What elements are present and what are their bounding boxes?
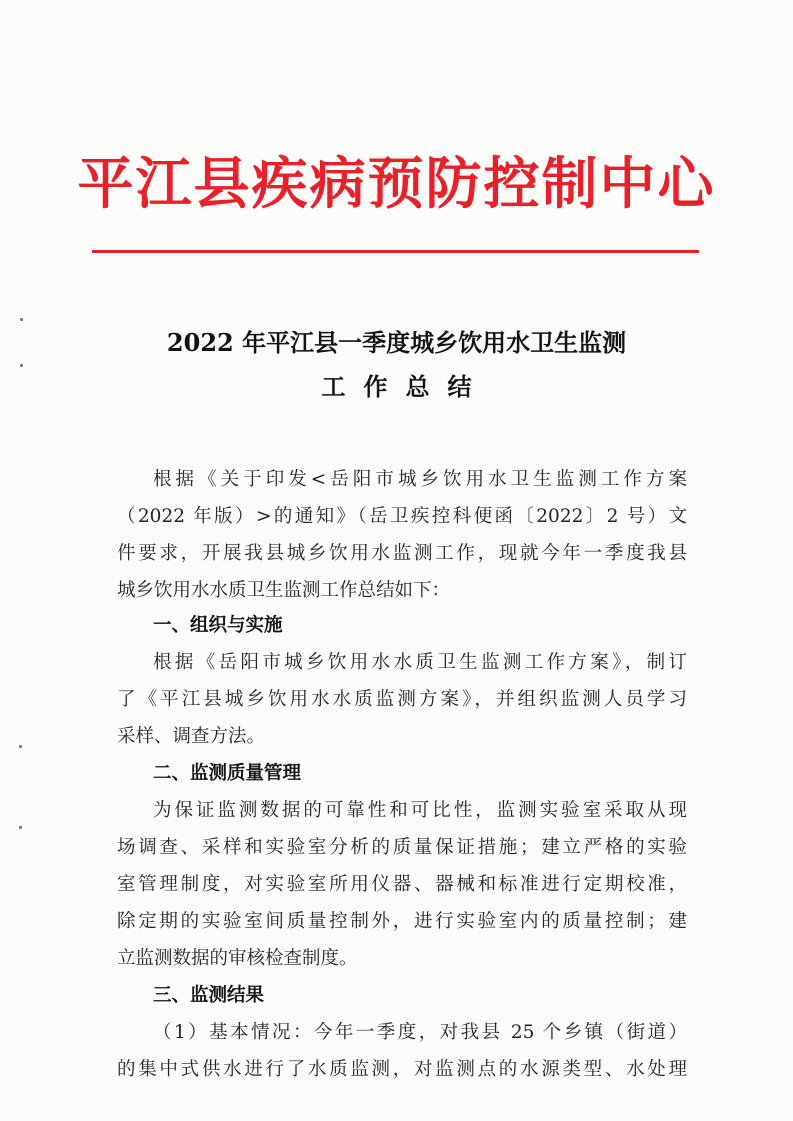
- scan-speck: [19, 745, 22, 748]
- scan-speck: [20, 318, 23, 321]
- paragraph-line: （2022 年版）>的通知》（岳卫疾控科便函〔2022〕2 号）文: [117, 506, 687, 527]
- letterhead-red-rule: [92, 250, 699, 253]
- section-heading: 一、组织与实施: [153, 615, 283, 636]
- paragraph-line: 根据《关于印发<岳阳市城乡饮用水卫生监测工作方案: [153, 469, 687, 490]
- section-heading: 三、监测结果: [153, 985, 265, 1006]
- section-heading: 二、监测质量管理: [153, 763, 302, 784]
- paragraph-line: 采样、调查方法。: [117, 726, 266, 747]
- paragraph-line: 的集中式供水进行了水质监测，对监测点的水源类型、水处理: [117, 1059, 687, 1080]
- org-letterhead-title: 平江县疾病预防控制中心: [77, 152, 716, 217]
- paragraph-line: 城乡饮用水水质卫生监测工作总结如下：: [117, 580, 451, 601]
- paragraph-line: 根据《岳阳市城乡饮用水水质卫生监测工作方案》，制订: [153, 652, 687, 673]
- paragraph-line: 立监测数据的审核检查制度。: [117, 948, 358, 969]
- scan-speck: [19, 826, 22, 829]
- paragraph-line: 除定期的实验室间质量控制外，进行实验室内的质量控制；建: [117, 911, 687, 932]
- paragraph-line: 了《平江县城乡饮用水水质监测方案》，并组织监测人员学习: [117, 689, 687, 710]
- paragraph-line: 为保证监测数据的可靠性和可比性，监测实验室采取从现: [153, 800, 687, 821]
- document-title-line-1: 2022 年平江县一季度城乡饮用水卫生监测: [166, 328, 627, 357]
- paragraph-line: 室管理制度，对实验室所用仪器、器械和标准进行定期校准，: [117, 874, 687, 895]
- paragraph-line: 件要求，开展我县城乡饮用水监测工作，现就今年一季度我县: [117, 543, 687, 564]
- paragraph-line: 场调查、采样和实验室分析的质量保证措施；建立严格的实验: [117, 837, 687, 858]
- document-title-line-2: 工作总结: [321, 372, 490, 401]
- paragraph-line: （1）基本情况：今年一季度，对我县 25 个乡镇（街道）: [153, 1022, 687, 1043]
